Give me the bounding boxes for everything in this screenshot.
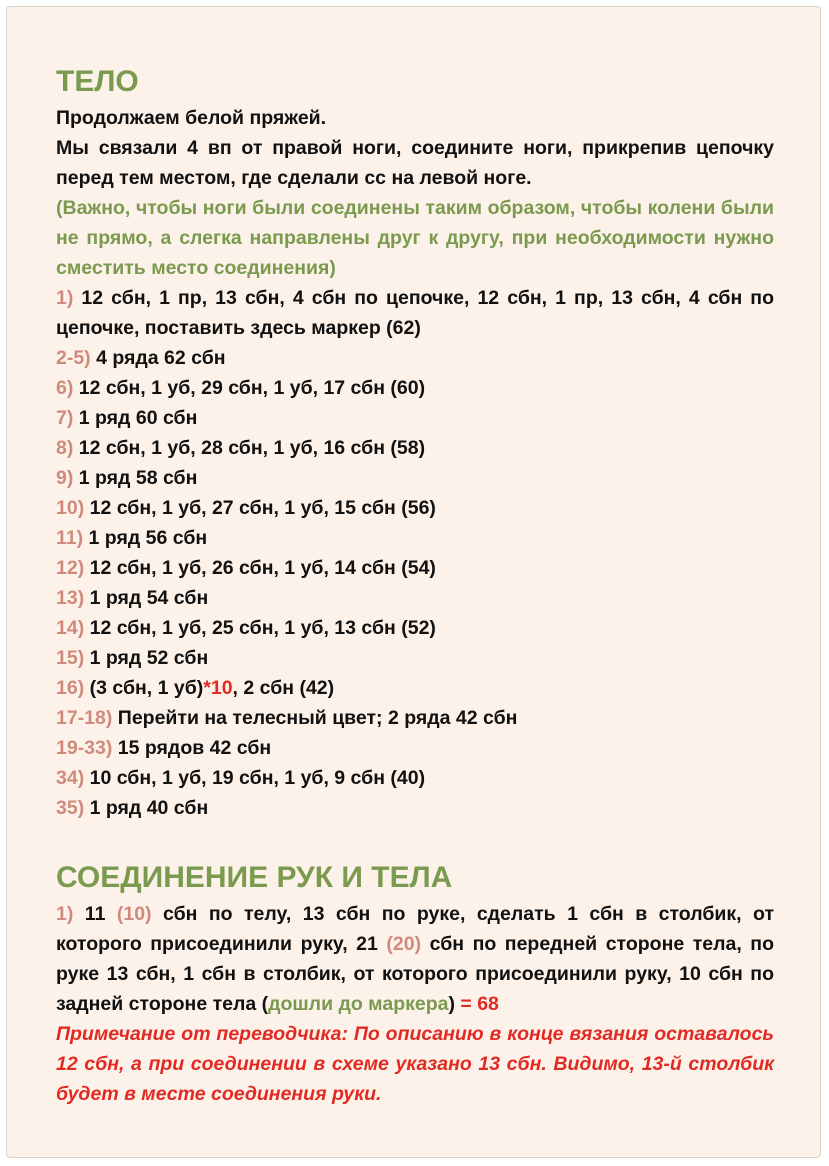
intro-text: Продолжаем белой пряжей. <box>56 107 327 129</box>
row-text: 1 ряд 60 сбн <box>78 407 198 429</box>
document-page <box>6 6 821 1158</box>
row-line <box>56 403 774 433</box>
row-number: 15) <box>56 647 85 669</box>
row-line <box>56 583 774 613</box>
row-number: 2-5) <box>56 347 91 369</box>
stitch-total: = 68 <box>454 993 499 1015</box>
row-text: 12 сбн, 1 уб, 25 сбн, 1 уб, 13 сбн (52) <box>89 617 436 639</box>
row-number: 17-18) <box>56 707 113 729</box>
row-number: 13) <box>56 587 85 609</box>
section-title-body: ТЕЛО <box>56 65 139 98</box>
row-number: 8) <box>56 437 74 459</box>
row-text: 12 сбн, 1 уб, 27 сбн, 1 уб, 15 сбн (56) <box>89 497 436 519</box>
row-line <box>56 433 774 463</box>
row-text: 12 сбн, 1 уб, 28 сбн, 1 уб, 16 сбн (58) <box>78 437 426 459</box>
row-text: Перейти на телесный цвет; 2 ряда 42 сбн <box>117 707 518 729</box>
row-number: 9) <box>56 467 74 489</box>
row-number: 1) <box>56 287 74 309</box>
row-line <box>56 763 774 793</box>
row-number: 14) <box>56 617 85 639</box>
row-line <box>56 493 774 523</box>
row-number: 12) <box>56 557 85 579</box>
row-line <box>56 553 774 583</box>
row-line <box>56 283 774 343</box>
row-number: 19-33) <box>56 737 113 759</box>
row-number: 34) <box>56 767 85 789</box>
row-number: 10) <box>56 497 85 519</box>
row-number: 6) <box>56 377 74 399</box>
row-number: 7) <box>56 407 74 429</box>
row-text: (3 сбн, 1 уб) <box>89 677 204 699</box>
row-line <box>56 703 774 733</box>
row-number: 11) <box>56 527 84 549</box>
row-line <box>56 463 774 493</box>
join-instructions: Мы связали 4 вп от правой ноги, соедините ноги, прикрепив цепочку перед тем местом, где сделали сс на левой ноге. <box>56 137 774 189</box>
row-number: 35) <box>56 797 85 819</box>
row-text: , 2 сбн (42) <box>232 677 335 699</box>
translator-note: Примечание от переводчика: По описанию в конце вязания оставалось 12 сбн, а при соединении в схеме указано 13 сбн. Видимо, 13-й столбик будет в месте соединения руки. <box>56 1023 774 1105</box>
row-line <box>56 643 774 673</box>
row-text: 1 ряд 52 сбн <box>89 647 209 669</box>
row-text: 12 сбн, 1 уб, 26 сбн, 1 уб, 14 сбн (54) <box>89 557 436 579</box>
row-text: 4 ряда 62 сбн <box>96 347 226 369</box>
row-text: сбн по телу, 13 сбн по руке, сделать 1 сбн в столбик, от которого присоединили руку, 21 <box>56 903 774 955</box>
row-text: 1 ряд 54 сбн <box>89 587 209 609</box>
alt-count: (10) <box>116 903 152 925</box>
row-line <box>56 373 774 403</box>
row-text: 12 сбн, 1 пр, 13 сбн, 4 сбн по цепочке, 12 сбн, 1 пр, 13 сбн, 4 сбн по цепочке, поставить здесь маркер (62) <box>56 287 774 339</box>
row-text: сбн по передней стороне тела, по руке 13 сбн, 1 сбн в столбик, от которого присоединили руку, 10 сбн по задней стороне тела ( <box>56 933 774 1015</box>
row-text: 1 ряд 58 сбн <box>78 467 198 489</box>
row-text: 11 <box>84 903 117 925</box>
row-text: 1 ряд 56 сбн <box>88 527 208 549</box>
alt-count: (20) <box>386 933 422 955</box>
marker-note: дошли до маркера <box>268 993 449 1015</box>
row-line <box>56 523 774 553</box>
row-line <box>56 899 774 1019</box>
section-title-arms-body-join: СОЕДИНЕНИЕ РУК И ТЕЛА <box>56 861 453 894</box>
row-line <box>56 733 774 763</box>
important-note: (Важно, чтобы ноги были соединены таким образом, чтобы колени были не прямо, а слегка направлены друг к другу, при необходимости нужно сместить место соединения) <box>56 197 774 279</box>
repeat-multiplier: *10 <box>203 677 233 699</box>
row-text: 12 сбн, 1 уб, 29 сбн, 1 уб, 17 сбн (60) <box>78 377 426 399</box>
row-text: 1 ряд 40 сбн <box>89 797 209 819</box>
row-number: 1) <box>56 903 74 925</box>
row-text: ) <box>448 993 455 1015</box>
document-content <box>56 61 774 1109</box>
row-line <box>56 793 774 823</box>
row-line <box>56 673 774 703</box>
row-text: 15 рядов 42 сбн <box>117 737 272 759</box>
row-text: 10 сбн, 1 уб, 19 сбн, 1 уб, 9 сбн (40) <box>89 767 426 789</box>
row-number: 16) <box>56 677 85 699</box>
row-line <box>56 613 774 643</box>
row-line <box>56 343 774 373</box>
